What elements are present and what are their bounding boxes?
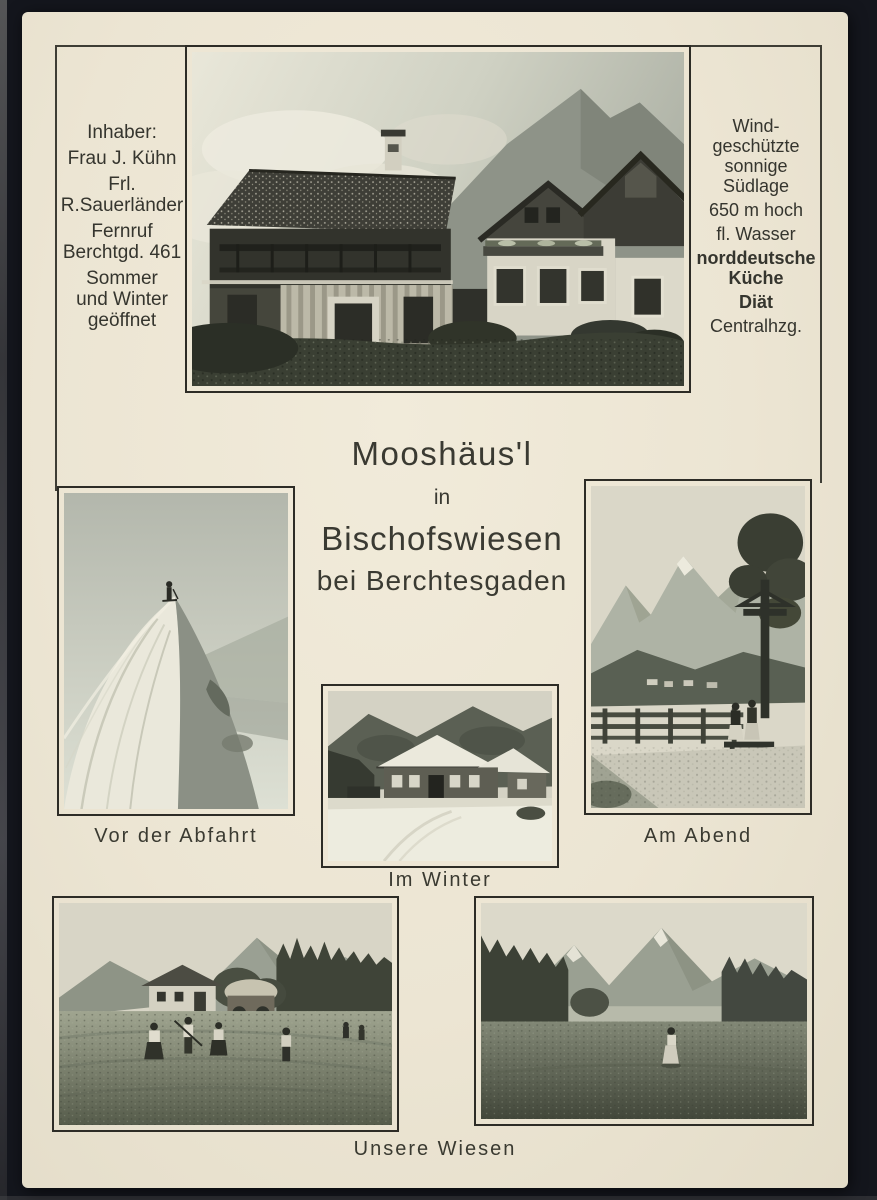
evening-scene-illustration xyxy=(591,486,805,808)
title-region: bei Berchtesgaden xyxy=(316,565,568,596)
info-line: Centralhzg. xyxy=(709,316,803,336)
photo-ski-slope xyxy=(57,486,295,816)
title-block xyxy=(252,436,632,597)
info-line: Inhaber: xyxy=(87,122,157,143)
info-line: Wind- xyxy=(732,116,780,136)
scanner-edge xyxy=(0,0,7,1200)
info-line: Sommer xyxy=(86,268,158,289)
info-group xyxy=(686,292,826,312)
info-group xyxy=(686,224,826,244)
postcard xyxy=(22,12,848,1188)
info-line: Fernruf xyxy=(91,221,153,242)
caption-winter: Im Winter xyxy=(388,869,492,891)
info-line: geöffnet xyxy=(87,310,157,331)
meadow-figure-illustration xyxy=(481,903,807,1119)
info-line: Küche xyxy=(728,268,784,288)
info-group xyxy=(46,148,198,169)
info-group xyxy=(46,122,198,143)
info-line: fl. Wasser xyxy=(716,224,796,244)
info-group xyxy=(46,174,198,216)
info-line: R.Sauerländer xyxy=(60,195,184,216)
photo-meadow-haymaking xyxy=(52,896,399,1132)
info-line: Frl. xyxy=(108,174,136,195)
caption-evening: Am Abend xyxy=(643,825,753,847)
title-name: Mooshäus'l xyxy=(351,435,533,472)
info-group xyxy=(46,268,198,331)
scanner-edge-bottom xyxy=(0,1196,877,1200)
info-line: Berchtgd. 461 xyxy=(62,242,182,263)
main-house-illustration xyxy=(192,52,684,386)
info-group xyxy=(46,221,198,263)
info-group xyxy=(686,200,826,220)
info-line: geschützte xyxy=(712,136,800,156)
caption-ski: Vor der Abfahrt xyxy=(94,825,258,847)
info-group xyxy=(686,248,826,288)
info-group xyxy=(686,116,826,196)
title-place: Bischofswiesen xyxy=(321,520,563,557)
owner-info xyxy=(46,122,198,336)
winter-house-illustration xyxy=(328,691,552,861)
photo-main-house xyxy=(185,45,691,393)
caption-meadows: Unsere Wiesen xyxy=(353,1138,517,1160)
photo-evening-scene xyxy=(584,479,812,815)
info-line: Diät xyxy=(738,292,773,312)
info-line: sonnige xyxy=(724,156,788,176)
title-connector: in xyxy=(433,486,451,509)
info-line: und Winter xyxy=(76,289,168,310)
info-line: 650 m hoch xyxy=(708,200,804,220)
info-line: Frau J. Kühn xyxy=(67,148,177,169)
info-line: norddeutsche xyxy=(696,248,816,268)
photo-winter-house xyxy=(321,684,559,868)
info-line: Südlage xyxy=(722,176,790,196)
ski-slope-illustration xyxy=(64,493,288,809)
photo-meadow-figure xyxy=(474,896,814,1126)
info-group xyxy=(686,316,826,336)
haymaking-illustration xyxy=(59,903,392,1125)
amenities-info xyxy=(686,116,826,340)
